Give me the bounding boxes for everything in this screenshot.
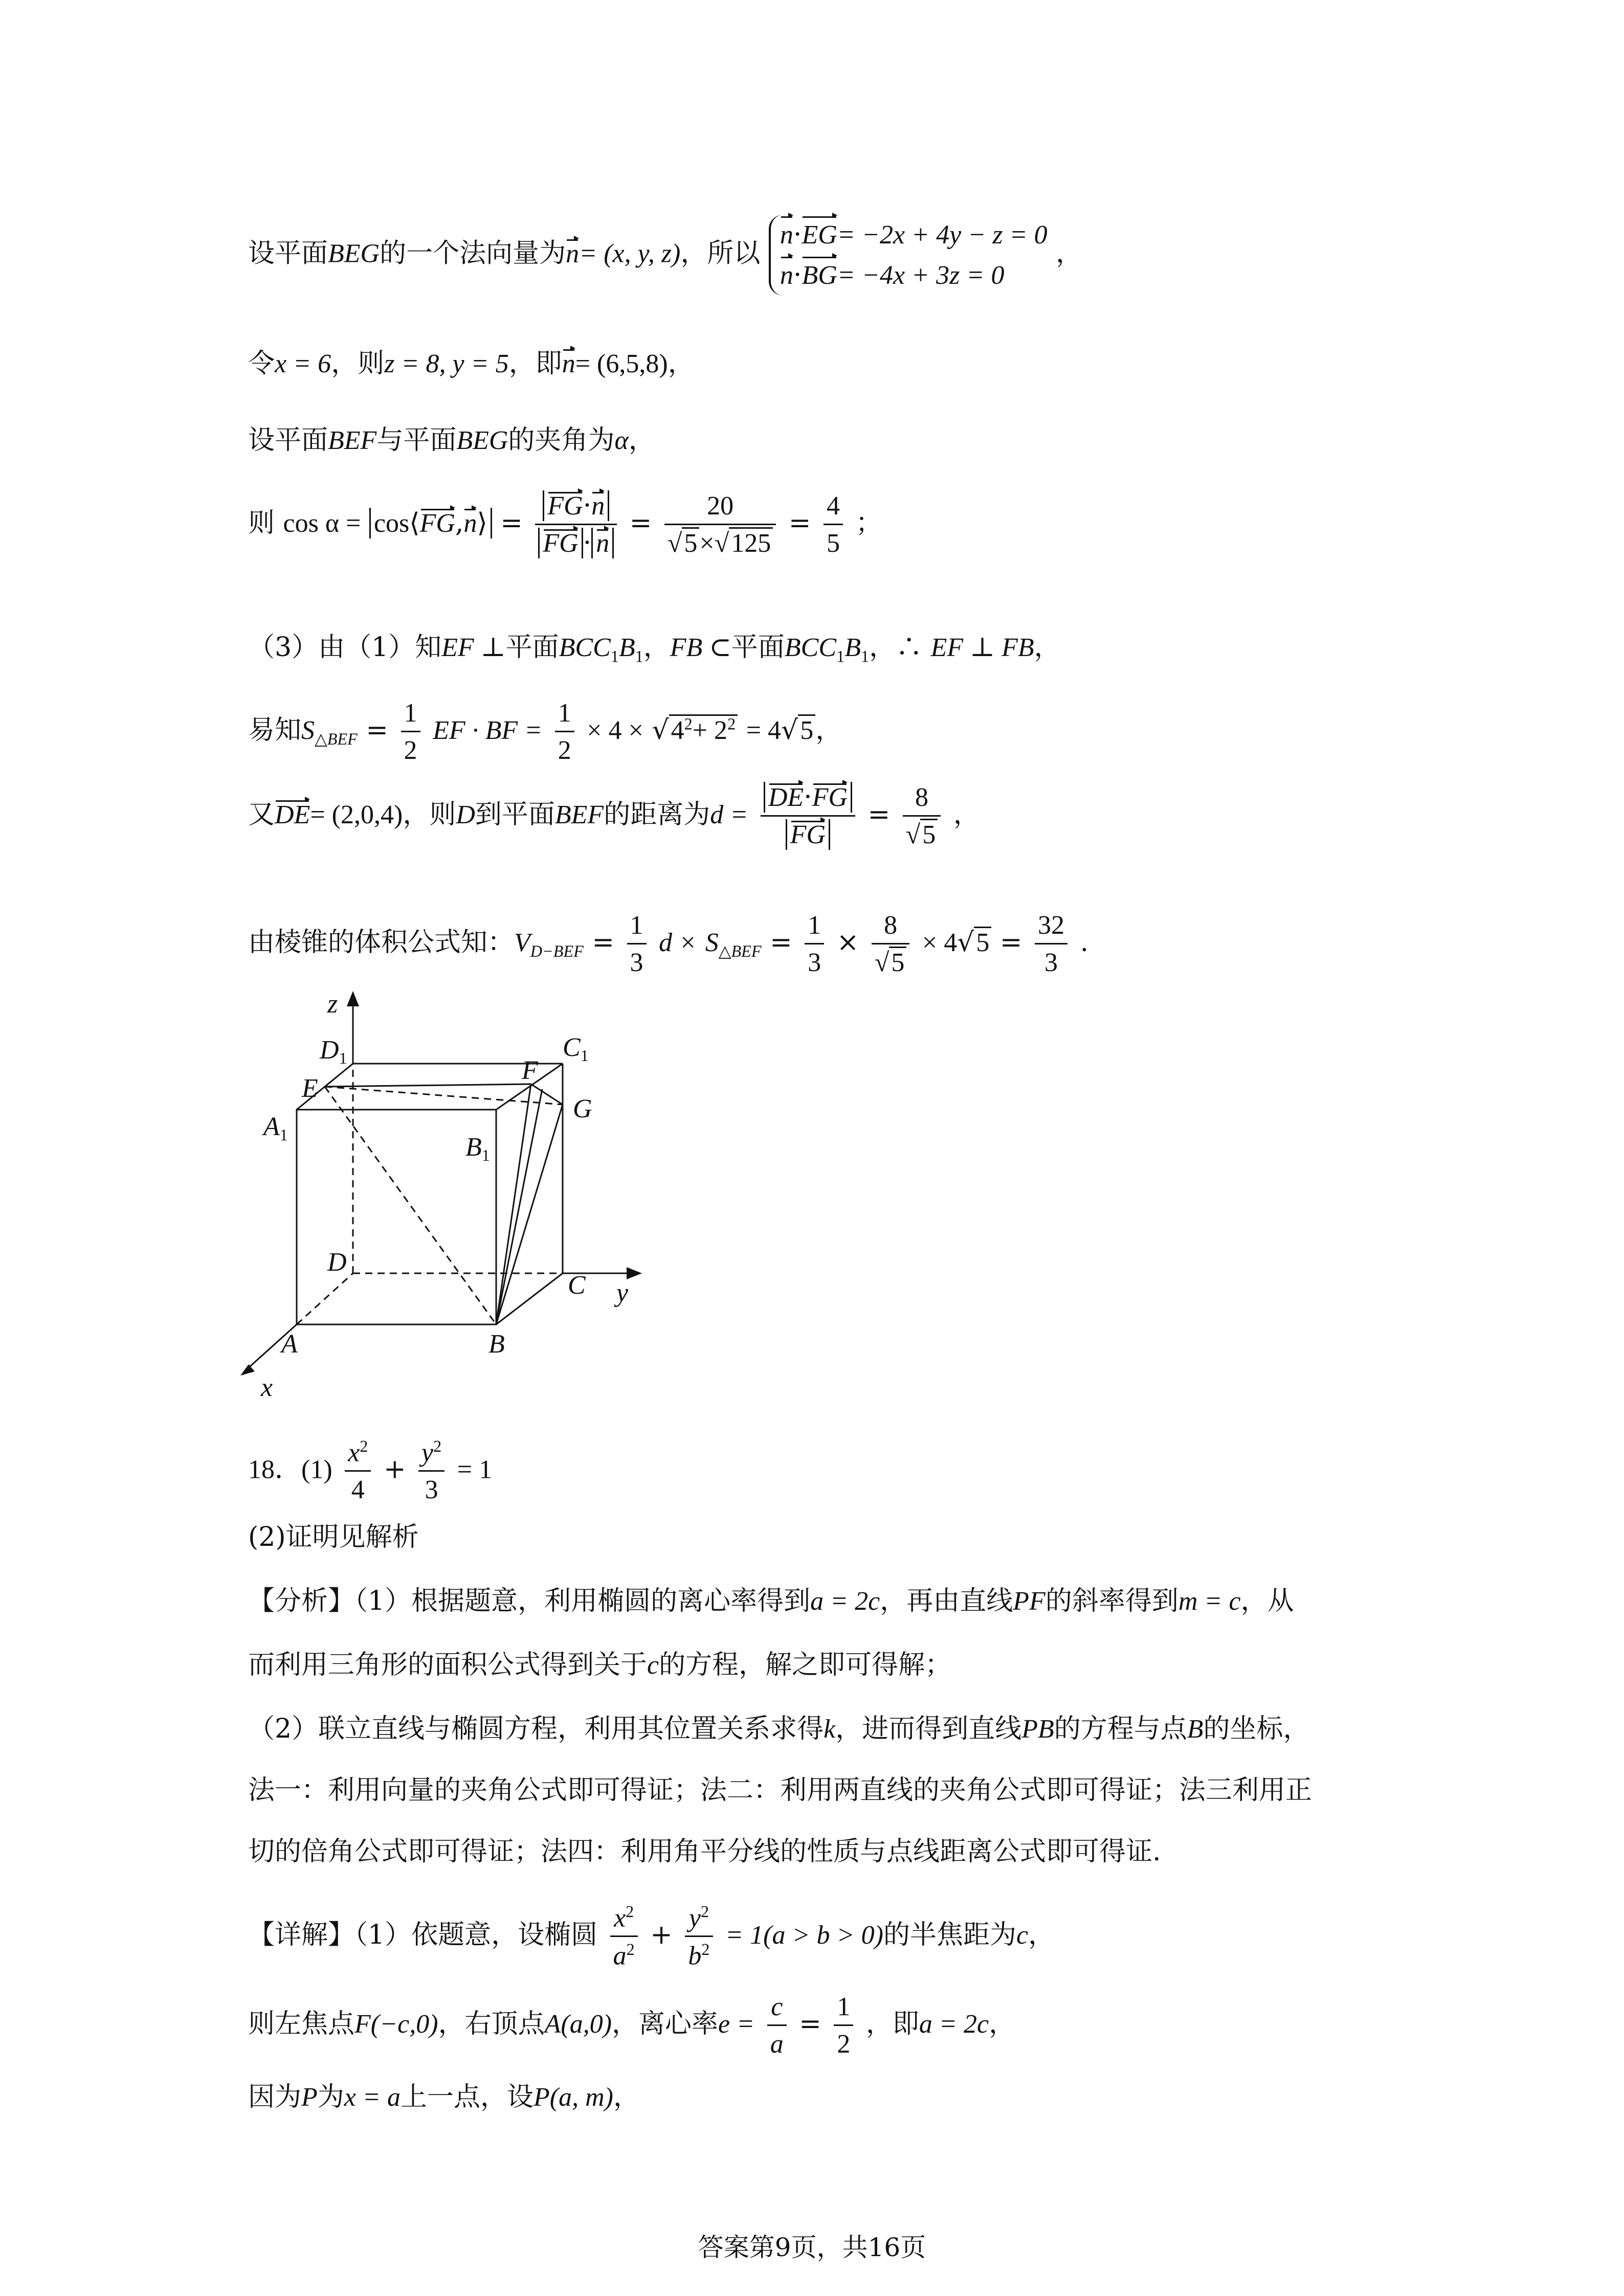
punct: ， — [815, 714, 842, 746]
label-c1: C1 — [563, 1033, 589, 1065]
text: 令 — [248, 348, 275, 379]
math: e = — [718, 2009, 755, 2039]
denominator: √5×√125 — [664, 525, 776, 559]
sub: D−BEF — [530, 942, 584, 961]
var: y — [688, 1903, 701, 1933]
eq: = 1 — [457, 1455, 493, 1484]
numerator: 1 — [555, 698, 574, 732]
vector-fg: FG — [812, 783, 848, 812]
label-f: F — [522, 1056, 538, 1085]
numerator: 8 — [872, 910, 910, 944]
fraction-half — [401, 698, 420, 766]
label-d: D — [327, 1248, 347, 1277]
therefore: ∴ — [896, 632, 923, 663]
detail-line-1 — [248, 1902, 1055, 1971]
punct: ， — [989, 2008, 1016, 2039]
sup: 2 — [626, 1902, 634, 1921]
label-e: E — [302, 1074, 318, 1103]
text: ，则 — [403, 799, 456, 830]
fraction-8-root5 — [903, 782, 941, 850]
dot: · — [793, 260, 802, 290]
fraction-20 — [664, 491, 776, 559]
sup: 2 — [701, 1940, 710, 1959]
math: EF · BF = — [433, 715, 543, 745]
fraction-third — [805, 910, 824, 978]
fraction-distance — [761, 782, 855, 850]
line-cos-alpha — [248, 491, 882, 559]
denominator: √5 — [872, 944, 910, 978]
punct: . — [1080, 927, 1089, 958]
numerator: 8 — [903, 782, 941, 817]
cube-figure — [235, 987, 655, 1406]
vector-n: n — [566, 238, 579, 270]
label-y: y — [616, 1278, 629, 1308]
math: cos⟨ — [373, 508, 420, 538]
denominator — [761, 817, 855, 850]
text: 的坐标， — [1203, 1714, 1310, 1744]
eq: = — [999, 927, 1022, 958]
line-b-g — [496, 1105, 563, 1324]
radicand: 5 — [889, 947, 906, 977]
vector-fg: FG — [790, 820, 826, 849]
analysis-line-4 — [248, 1774, 1312, 1806]
denominator: 3 — [425, 1475, 438, 1505]
line-b-f2 — [496, 1089, 542, 1324]
text: 为 — [317, 2082, 344, 2112]
equation: = −4x + 3z = 0 — [837, 261, 1005, 290]
text: 【分析】（1）根据题意，利用椭圆的离心率得到 — [248, 1586, 811, 1616]
text: ，则 — [331, 348, 385, 379]
punct: ， — [668, 348, 695, 379]
math: = (6,5,8) — [575, 349, 668, 378]
var: x — [614, 1903, 626, 1933]
denominator — [535, 525, 617, 559]
var: y — [421, 1438, 434, 1468]
text: 的斜率得到 — [1045, 1586, 1178, 1616]
vector-fg: FG — [420, 508, 455, 539]
punct: ， — [869, 632, 896, 663]
page-footer: 答案第9页，共16页 — [698, 2233, 926, 2262]
text: 则左焦点 — [248, 2008, 355, 2039]
sub: 1 — [860, 647, 870, 666]
denominator: 2 — [404, 735, 417, 765]
math: PB — [1021, 1715, 1054, 1744]
numerator — [610, 1902, 638, 1937]
text: 平面 — [731, 632, 785, 663]
text: 则 — [248, 507, 275, 538]
vector-de: DE — [275, 799, 310, 831]
line-f-g — [531, 1084, 563, 1105]
text: 的方程与点 — [1054, 1714, 1187, 1744]
fraction-x2-4 — [345, 1437, 371, 1505]
analysis-line-5 — [248, 1836, 1161, 1867]
eq: = — [366, 714, 388, 746]
denominator: 5 — [826, 528, 840, 558]
fraction-32-3 — [1035, 910, 1067, 978]
math: d × — [659, 928, 697, 957]
fraction-8-root5 — [872, 910, 910, 978]
math: a = 2c — [810, 1587, 880, 1616]
line-volume: 由棱锥的体积公式知：$V_{D-BEF}$ = $\frac{1}{3}$ $d \times S_{\triangle BEF}$ = $\frac{1}{3}$ × $\frac{8}{√5}$ × 4√5 = $\frac{32}{3}$ . — [248, 911, 1089, 977]
denominator — [685, 1937, 713, 1971]
text: 法一：利用向量的夹角公式即可得证；法二：利用两直线的夹角公式即可得证；法三利用正 — [248, 1775, 1312, 1806]
text: ，所以 — [680, 238, 761, 269]
vector-n: n — [780, 215, 793, 255]
text: ，进而得到直线 — [835, 1714, 1022, 1744]
math: FB ⊂ — [670, 633, 731, 662]
math: B — [844, 633, 861, 662]
numerator: c — [767, 1992, 787, 2026]
numerator — [761, 782, 855, 817]
numerator: 4 — [824, 491, 843, 525]
text: 【详解】（1）依题意，设椭圆 — [248, 1920, 598, 1951]
text: 设平面 — [248, 425, 328, 456]
label-d1: D1 — [320, 1036, 347, 1067]
label-c: C — [568, 1271, 586, 1300]
math: V — [514, 928, 530, 957]
math: × 4 — [922, 928, 958, 957]
numerator: 20 — [664, 491, 776, 525]
plane-name: BEF — [554, 800, 604, 829]
punct: ， — [628, 425, 655, 456]
sqrt — [669, 714, 738, 747]
y-axis-arrow — [627, 1267, 642, 1279]
text: 易知 — [248, 714, 302, 746]
bracket: ⟩ — [477, 507, 487, 538]
denominator: a — [770, 2029, 784, 2059]
abs — [538, 528, 583, 558]
text: （3）由（1）知 — [248, 632, 442, 663]
text: 到平面 — [475, 799, 555, 830]
math: S — [705, 928, 719, 957]
vector-eg: EG — [802, 215, 837, 255]
line-part3 — [248, 632, 1061, 666]
line-distance — [248, 782, 980, 850]
dot: · — [583, 527, 592, 558]
vector-n: n — [780, 256, 793, 296]
numerator — [685, 1902, 713, 1937]
equation-system — [769, 215, 1048, 296]
math: B — [1187, 1715, 1204, 1744]
label-a: A — [281, 1330, 298, 1359]
fraction-half — [555, 698, 574, 766]
vector-fg: FG — [547, 491, 583, 521]
math: x = a — [344, 2083, 401, 2112]
denominator: 2 — [558, 735, 571, 765]
vector-value: = (x, y, z) — [579, 239, 681, 268]
vector-n: n — [591, 491, 605, 521]
analysis-line-1 — [248, 1585, 1294, 1617]
num: 4 — [671, 715, 684, 745]
math: P(a, m) — [533, 2083, 613, 2112]
fraction-y2-b2 — [685, 1902, 713, 1971]
text: 的半焦距为 — [883, 1920, 1016, 1951]
system-row-2 — [780, 255, 1048, 296]
math: EF ⊥ FB — [930, 633, 1034, 662]
numerator — [345, 1437, 371, 1472]
q18-answer — [248, 1437, 492, 1505]
times: × — [836, 927, 859, 958]
math: BCC — [559, 633, 611, 662]
edge-a-d-dashed — [297, 1273, 353, 1324]
radicand: 5 — [798, 714, 815, 745]
radicand: 5 — [974, 927, 991, 957]
math: A(a,0) — [544, 2009, 612, 2039]
text: 设平面 — [248, 238, 328, 269]
plane-name: BEG — [328, 239, 380, 268]
line-e-b-dashed — [325, 1087, 496, 1324]
numerator: 1 — [805, 910, 824, 944]
text: 因为 — [248, 2082, 302, 2112]
fraction-4-5 — [824, 491, 843, 559]
punct: ， — [1056, 238, 1083, 269]
label-b1: B1 — [465, 1133, 490, 1164]
math: m = c — [1178, 1587, 1241, 1616]
numerator — [418, 1437, 444, 1472]
sub: 1 — [635, 647, 643, 666]
line-e-g-dashed — [325, 1087, 563, 1105]
denominator: 3 — [630, 948, 643, 977]
vector-bg: BG — [802, 256, 837, 296]
vector-de: DE — [768, 783, 804, 812]
text: 与平面 — [376, 425, 457, 456]
math: F(−c,0) — [354, 2009, 438, 2039]
times: × — [699, 528, 715, 558]
math: B — [618, 633, 635, 662]
sub: 1 — [610, 647, 619, 666]
label-a1: A1 — [263, 1112, 288, 1144]
system-row-1 — [780, 215, 1048, 255]
text: ，右顶点 — [438, 2008, 545, 2039]
math: EF ⊥ — [441, 633, 506, 662]
z-axis-arrow — [347, 991, 359, 1006]
math: c — [647, 1651, 659, 1680]
text: 的一个法向量为 — [380, 238, 566, 269]
label-g: G — [573, 1094, 592, 1123]
line-area: 易知$S_{\triangle BEF}$ = $\frac{1}{2}$ EF · BF = $\frac{1}{2}$ × $4 \times √4^2+ 2^2 = 4√5$， — [248, 699, 842, 765]
edge-b-c — [496, 1273, 563, 1324]
denominator: 3 — [808, 948, 821, 977]
line-b-f — [496, 1084, 531, 1324]
plus: + — [383, 1454, 406, 1485]
dot: · — [583, 490, 592, 521]
plus: + — [650, 1920, 673, 1951]
math: PF — [1013, 1587, 1045, 1616]
text: (2)证明见解析 — [248, 1522, 419, 1552]
comma: , — [455, 507, 464, 538]
abs — [786, 819, 830, 850]
math: × 4 × — [587, 715, 643, 745]
line-let-x — [248, 348, 695, 380]
alpha: α — [614, 426, 629, 455]
text: ，离心率 — [612, 2008, 719, 2039]
text: 由棱锥的体积公式知： — [248, 927, 515, 958]
abs — [764, 782, 852, 813]
eq: = — [500, 507, 523, 538]
part-label: (1) — [301, 1455, 332, 1484]
num: + 2 — [692, 715, 728, 745]
text: 切的倍角公式即可得证；法四：利用角平分线的性质与点线距离公式即可得证. — [248, 1836, 1161, 1867]
sup: 2 — [360, 1437, 368, 1455]
math: = 4 — [746, 715, 782, 745]
numerator: 1 — [834, 1992, 853, 2026]
var: x — [348, 1438, 360, 1468]
math: BCC — [784, 633, 837, 662]
math: S — [301, 715, 315, 745]
math: cos α = — [283, 508, 361, 538]
analysis-line-2 — [248, 1649, 951, 1681]
math: x = 6 — [275, 349, 331, 378]
vector-n: n — [562, 348, 575, 380]
radicand: 5 — [920, 819, 938, 849]
text: 而利用三角形的面积公式得到关于 — [248, 1650, 648, 1680]
q18-part2 — [248, 1521, 419, 1553]
denominator: √5 — [903, 817, 941, 850]
vector-fg: FG — [543, 528, 579, 558]
sub: 1 — [836, 647, 845, 666]
denominator — [610, 1937, 638, 1971]
math: D — [456, 800, 475, 829]
math: d = — [710, 800, 748, 829]
math: = 1(a > b > 0) — [725, 1921, 883, 1950]
eq: = — [799, 2008, 821, 2039]
x-axis-arrow — [240, 1364, 255, 1376]
text: ，从 — [1240, 1586, 1294, 1616]
fraction-third — [627, 910, 647, 978]
abs-cos — [369, 508, 492, 538]
eq: = — [592, 927, 614, 958]
vector-n: n — [596, 528, 610, 558]
punct: ， — [953, 799, 980, 830]
sub: △BEF — [315, 730, 358, 749]
sup: 2 — [700, 1902, 709, 1921]
equation: = −2x + 4y − z = 0 — [837, 220, 1048, 250]
analysis-line-3 — [248, 1713, 1310, 1745]
label-z: z — [327, 989, 338, 1019]
fraction-x2-a2 — [610, 1902, 638, 1971]
detail-line-3 — [248, 2081, 640, 2113]
denominator: 3 — [1044, 948, 1058, 977]
line-angle-def — [248, 424, 655, 457]
math: = (2,0,4) — [310, 800, 403, 829]
fraction-c-a — [767, 1992, 787, 2060]
text: 的夹角为 — [508, 425, 615, 456]
label-x: x — [261, 1373, 273, 1402]
question-number: 18． — [248, 1455, 302, 1484]
plane-name: BEF — [328, 426, 377, 455]
dot: · — [793, 219, 802, 250]
sup: 2 — [626, 1940, 635, 1959]
abs — [543, 490, 609, 521]
sub: △BEF — [718, 942, 762, 961]
abs — [591, 528, 614, 558]
punct: ， — [1028, 1920, 1055, 1951]
numerator — [535, 491, 617, 525]
denominator: 4 — [351, 1475, 365, 1505]
eq: = — [629, 507, 652, 538]
punct: ； — [855, 507, 882, 538]
math: z = 8, y = 5 — [384, 349, 509, 378]
eq: = — [770, 927, 792, 958]
text: 的距离为 — [604, 799, 710, 830]
eq: = — [788, 507, 811, 538]
dot: · — [804, 782, 812, 813]
text: 又 — [248, 799, 275, 830]
text: ，即 — [865, 2008, 919, 2039]
radicand: 125 — [729, 527, 773, 558]
radicand — [669, 714, 738, 745]
text: 上一点，设 — [400, 2082, 533, 2112]
detail-line-2 — [248, 1992, 1015, 2060]
punct: ， — [1034, 632, 1061, 663]
math: a = 2c — [919, 2009, 989, 2039]
text: 平面 — [505, 632, 559, 663]
numerator: 1 — [627, 910, 647, 944]
text: ，即 — [508, 348, 562, 379]
line-e-f — [325, 1084, 531, 1087]
math: c — [1016, 1921, 1029, 1950]
var: a — [613, 1941, 627, 1971]
text: 的方程，解之即可得解； — [659, 1650, 952, 1680]
text: （2）联立直线与椭圆方程，利用其位置关系求得 — [248, 1714, 824, 1744]
fraction-half — [834, 1992, 853, 2060]
math: k — [824, 1715, 836, 1744]
numerator: 32 — [1035, 910, 1067, 944]
numerator: 1 — [401, 698, 420, 732]
fraction-cos — [535, 491, 617, 559]
radicand: 5 — [682, 527, 699, 558]
sup: 2 — [727, 714, 736, 733]
eq: = — [867, 799, 891, 830]
var: b — [688, 1941, 702, 1971]
label-b: B — [488, 1330, 505, 1359]
text: ，再由直线 — [880, 1586, 1013, 1616]
plane-name: BEG — [456, 426, 508, 455]
sup: 2 — [684, 714, 693, 733]
math: P — [301, 2083, 318, 2112]
line-normal-vector — [248, 215, 1082, 296]
fraction-y2-3 — [418, 1437, 444, 1505]
punct: ， — [643, 632, 670, 663]
denominator: 2 — [837, 2029, 851, 2059]
punct: ， — [613, 2082, 640, 2112]
sup: 2 — [433, 1437, 442, 1455]
vector-n: n — [463, 508, 477, 539]
